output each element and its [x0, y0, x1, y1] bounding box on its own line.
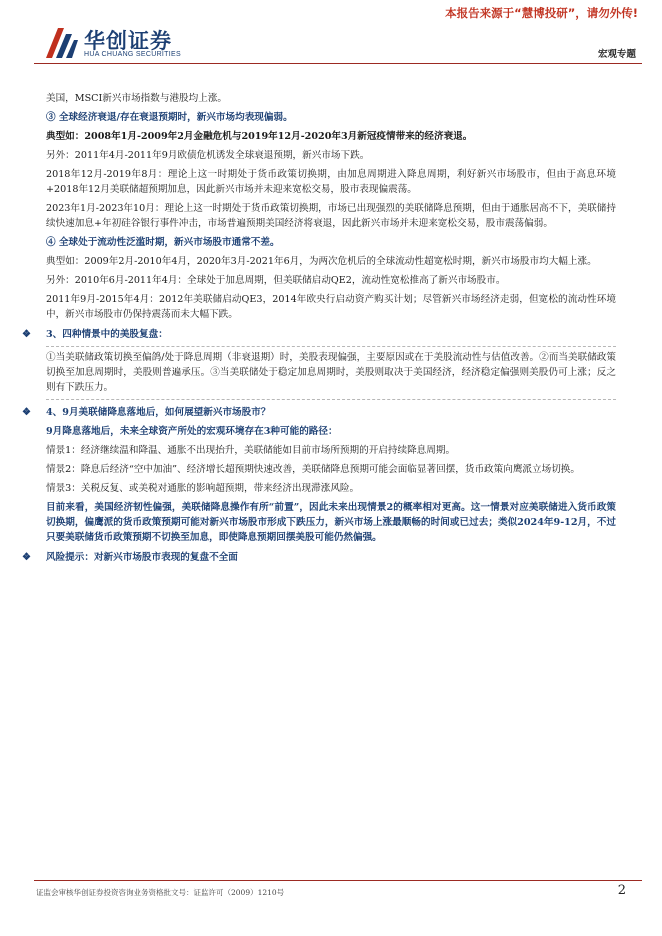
paragraph: 2018年12月-2019年8月：理论上这一时期处于货币政策切换期，由加息周期进入降息周期，利好新兴市场股市，但由于高息环境+2018年12月美联储超预期加息，因此新兴市场并未迎来宽松交易，股市表现偏震荡。: [46, 169, 616, 195]
scenario-3: 情景3：关税反复、或美税对通胀的影响超预期，带来经济出现滞涨风险。: [46, 483, 360, 494]
risk-heading: [22, 550, 616, 565]
summary-box: [46, 346, 616, 400]
subheading: ④ 全球处于流动性泛滥时期，新兴市场股市通常不差。: [46, 237, 280, 248]
paragraph: 典型如：2008年1月-2009年2月金融危机与2019年12月-2020年3月新冠疫情带来的经济衰退。: [46, 131, 473, 142]
paragraph: 另外：2010年6月-2011年4月：全球处于加息周期，但美联储启动QE2，流动性宽松推高了新兴市场股市。: [46, 275, 506, 286]
diamond-bullet-icon: ❖: [22, 329, 31, 340]
diamond-bullet-icon: ❖: [22, 552, 31, 563]
paragraph: ①当美联储政策切换至偏鸽/处于降息周期（非衰退期）时，美股表现偏强，主要原因或在于美股流动性与估值改善。②而当美联储政策切换至加息周期时，美股则普遍承压。③当美联储处于稳定加息周期时，美股则取决于美国经济，经济稳定偏强则美股仍可上涨；反之则有下跌压力。: [46, 352, 616, 393]
paragraph: 9月降息落地后，未来全球资产所处的宏观环境存在3种可能的路径：: [46, 426, 338, 437]
paragraph: 美国，MSCI新兴市场指数与港股均上涨。: [46, 93, 228, 104]
risk-text: 风险提示：对新兴市场股市表现的复盘不全面: [46, 552, 238, 563]
page-header: [0, 0, 662, 70]
conclusion-paragraph: 目前来看，美国经济韧性偏强，美联储降息操作有所“前置”，因此未来出现情景2的概率相对更高。这一情景对应美联储进入货币政策切换期，偏鹰派的货币政策预期可能对新兴市场股市形成下跌压力，新兴市场上涨最顺畅的时间或已过去；类似2024年9-12月，不过只要美联储货币政策预期不切换至加息，即使降息预期回摆美股可能仍然偏强。: [46, 502, 616, 543]
company-logo: [44, 24, 184, 64]
section-heading-text: 4、9月美联储降息落地后，如何展望新兴市场股市？: [46, 407, 271, 418]
section-heading: [22, 327, 616, 342]
scenario-1: 情景1：经济继续温和降温、通胀不出现抬升，美联储能如目前市场所预期的开启持续降息周期。: [46, 445, 456, 456]
logo-english-name: HUA CHUANG SECURITIES: [84, 51, 181, 58]
logo-chinese-name: 华创证券: [84, 29, 172, 53]
section-heading: [22, 405, 616, 420]
page-number: 2: [617, 883, 626, 898]
paragraph: 典型如：2009年2月-2010年4月，2020年3月-2021年6月，为两次危机后的全球流动性超宽松时期，新兴市场股市均大幅上涨。: [46, 256, 597, 267]
license-statement: 证监会审核华创证券投资咨询业务资格批文号：证监许可（2009）1210号: [36, 888, 285, 897]
source-notice: 本报告来源于“慧博投研”，请勿外传!: [445, 6, 638, 20]
header-divider: [34, 63, 642, 64]
report-category: 宏观专题: [597, 49, 636, 60]
section-heading-text: 3、四种情景中的美股复盘：: [46, 329, 168, 340]
paragraph: 另外：2011年4月-2011年9月欧债危机诱发全球衰退预期，新兴市场下跌。: [46, 150, 370, 161]
footer-divider: [34, 880, 642, 881]
report-body: [22, 91, 616, 569]
paragraph: 2023年1月-2023年10月：理论上这一时期处于货币政策切换期，市场已出现强烈的美联储降息预期，但由于通胀居高不下，美联储持续快速加息+年初硅谷银行事件冲击，市场普遍预期美国经济将衰退，因此新兴市场并未迎来宽松交易，股市震荡偏弱。: [46, 203, 616, 229]
diamond-bullet-icon: ❖: [22, 407, 31, 418]
paragraph: 2011年9月-2015年4月：2012年美联储启动QE3，2014年欧央行启动资产购买计划；尽管新兴市场经济走弱，但宽松的流动性环境中，新兴市场股市仍保持震荡而未大幅下跌。: [46, 294, 616, 320]
logo-mark-icon: [44, 24, 80, 60]
subheading: ③ 全球经济衰退/存在衰退预期时，新兴市场均表现偏弱。: [46, 112, 293, 123]
scenario-2: 情景2：降息后经济“空中加油”、经济增长超预期快速改善，美联储降息预期可能会面临显著回摆，货币政策向鹰派立场切换。: [46, 464, 580, 475]
